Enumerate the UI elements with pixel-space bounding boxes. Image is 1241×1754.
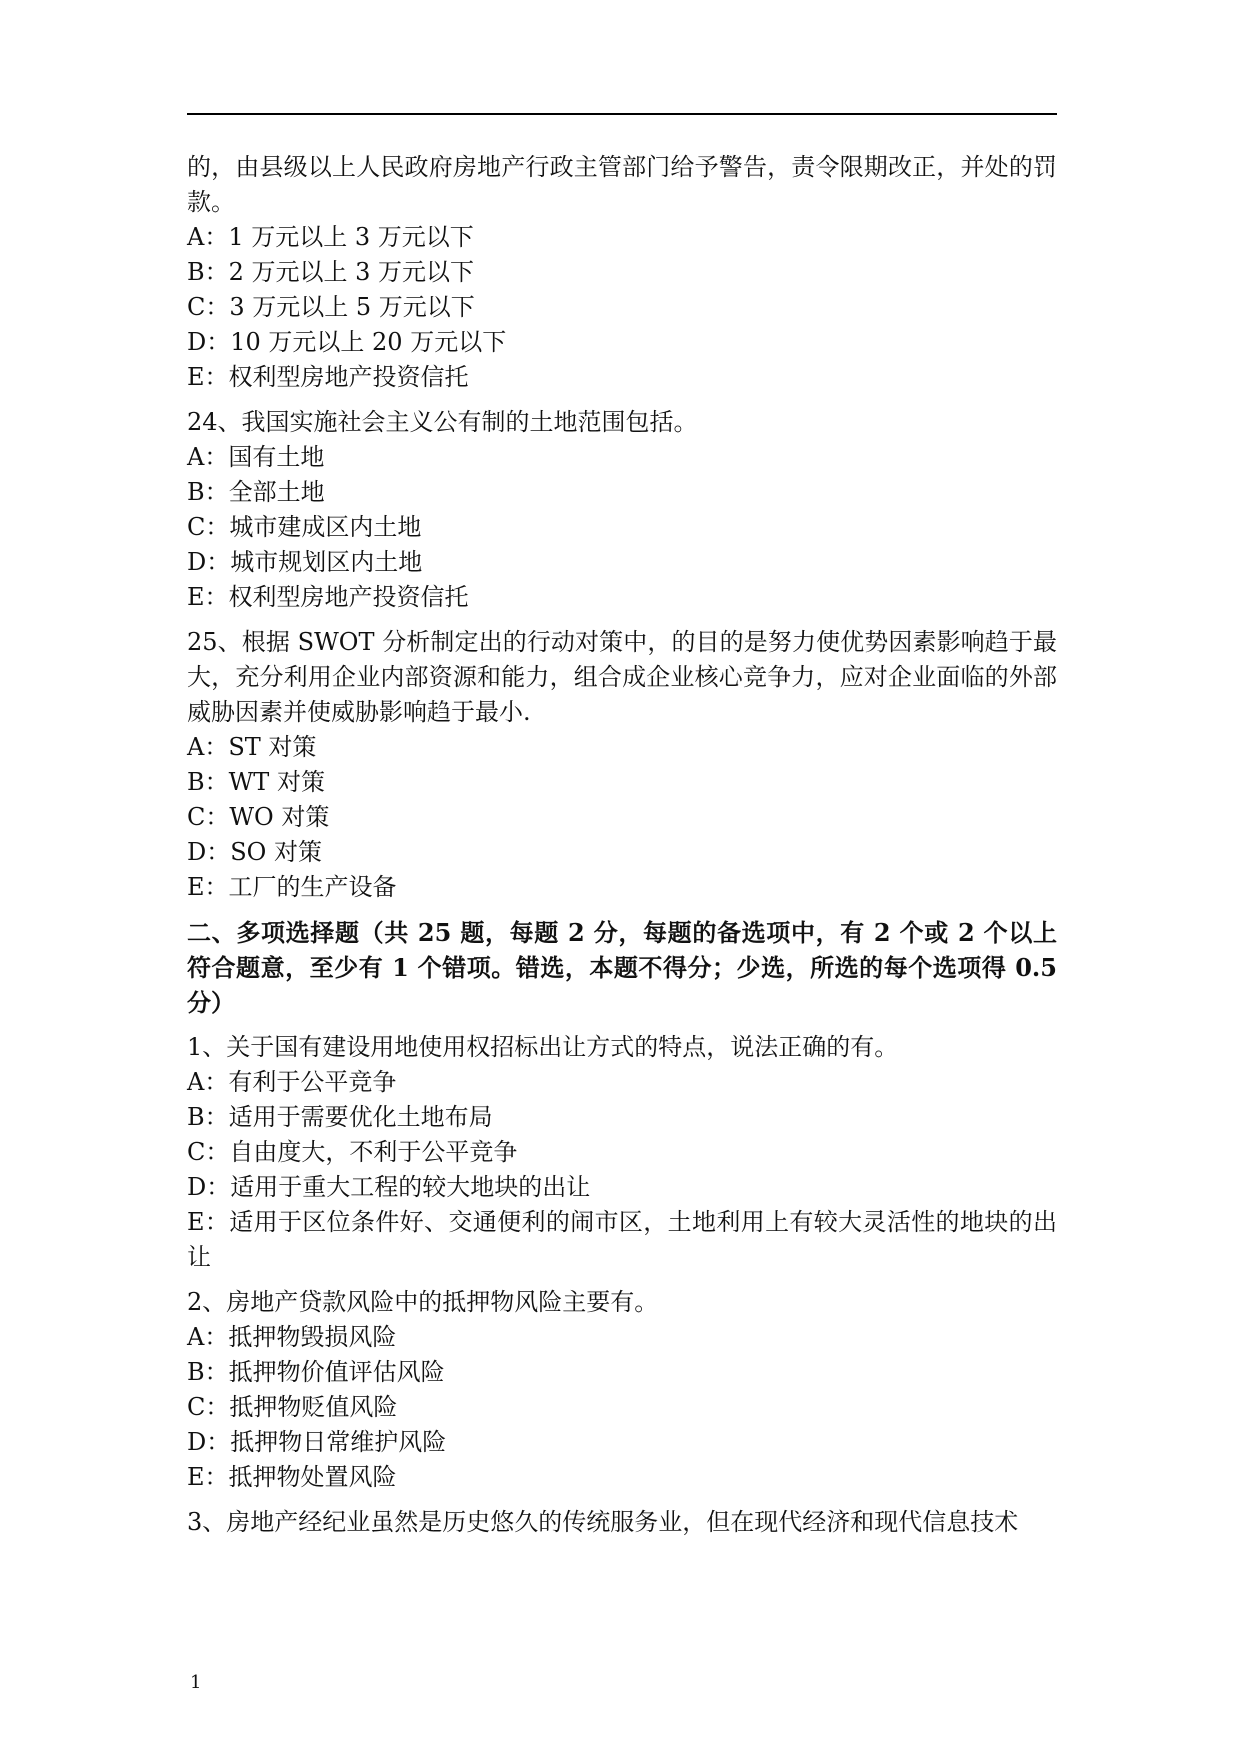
option-e: E：权利型房地产投资信托 — [187, 583, 469, 611]
option-b: B：2 万元以上 3 万元以下 — [187, 258, 475, 286]
multi-question-2 — [187, 1285, 1057, 1495]
option-b: B：适用于需要优化土地布局 — [187, 1103, 493, 1131]
option-e: E：权利型房地产投资信托 — [187, 363, 469, 391]
question-stem: 24、我国实施社会主义公有制的土地范围包括。 — [187, 408, 698, 436]
option-b: B：抵押物价值评估风险 — [187, 1358, 445, 1386]
option-b: B：WT 对策 — [187, 768, 325, 796]
option-c: C：WO 对策 — [187, 803, 330, 831]
option-e: E：工厂的生产设备 — [187, 873, 397, 901]
option-d: D：10 万元以上 20 万元以下 — [187, 328, 507, 356]
option-b: B：全部土地 — [187, 478, 325, 506]
multi-question-1 — [187, 1030, 1057, 1275]
page-number: 1 — [190, 1672, 202, 1693]
question-25 — [187, 625, 1057, 905]
section-2-heading-block — [187, 915, 1057, 1020]
option-e: E：适用于区位条件好、交通便利的闹市区，土地利用上有较大灵活性的地块的出让 — [187, 1208, 1057, 1271]
option-d: D：适用于重大工程的较大地块的出让 — [187, 1173, 591, 1201]
option-a: A：抵押物毁损风险 — [187, 1323, 397, 1351]
question-stem: 2、房地产贷款风险中的抵押物风险主要有。 — [187, 1288, 659, 1316]
question-stem: 的，由县级以上人民政府房地产行政主管部门给予警告，责令限期改正，并处的罚款。 — [187, 153, 1057, 216]
option-a: A：1 万元以上 3 万元以下 — [187, 223, 474, 251]
option-c: C：抵押物贬值风险 — [187, 1393, 398, 1421]
header-rule — [187, 113, 1057, 115]
multi-question-3 — [187, 1505, 1057, 1540]
option-d: D：SO 对策 — [187, 838, 322, 866]
question-stem: 25、根据 SWOT 分析制定出的行动对策中，的目的是努力使优势因素影响趋于最大，充分利用企业内部资源和能力，组合成企业核心竞争力，应对企业面临的外部威胁因素并使威胁影响趋于最小. — [187, 628, 1057, 726]
option-e: E：抵押物处置风险 — [187, 1463, 397, 1491]
question-stem: 1、关于国有建设用地使用权招标出让方式的特点，说法正确的有。 — [187, 1033, 899, 1061]
option-d: D：城市规划区内土地 — [187, 548, 423, 576]
section-heading: 二、多项选择题（共 25 题，每题 2 分，每题的备选项中，有 2 个或 2 个以上符合题意，至少有 1 个错项。错选，本题不得分；少选，所选的每个选项得 0.5 分） — [187, 918, 1057, 1017]
question-stem: 3、房地产经纪业虽然是历史悠久的传统服务业，但在现代经济和现代信息技术 — [187, 1508, 1019, 1536]
question-23 — [187, 150, 1057, 395]
option-c: C：3 万元以上 5 万元以下 — [187, 293, 475, 321]
option-d: D：抵押物日常维护风险 — [187, 1428, 447, 1456]
option-a: A：有利于公平竞争 — [187, 1068, 397, 1096]
option-a: A：ST 对策 — [187, 733, 317, 761]
option-c: C：城市建成区内土地 — [187, 513, 422, 541]
question-24 — [187, 405, 1057, 615]
option-a: A：国有土地 — [187, 443, 325, 471]
option-c: C：自由度大，不利于公平竞争 — [187, 1138, 518, 1166]
page-content — [187, 150, 1057, 1540]
